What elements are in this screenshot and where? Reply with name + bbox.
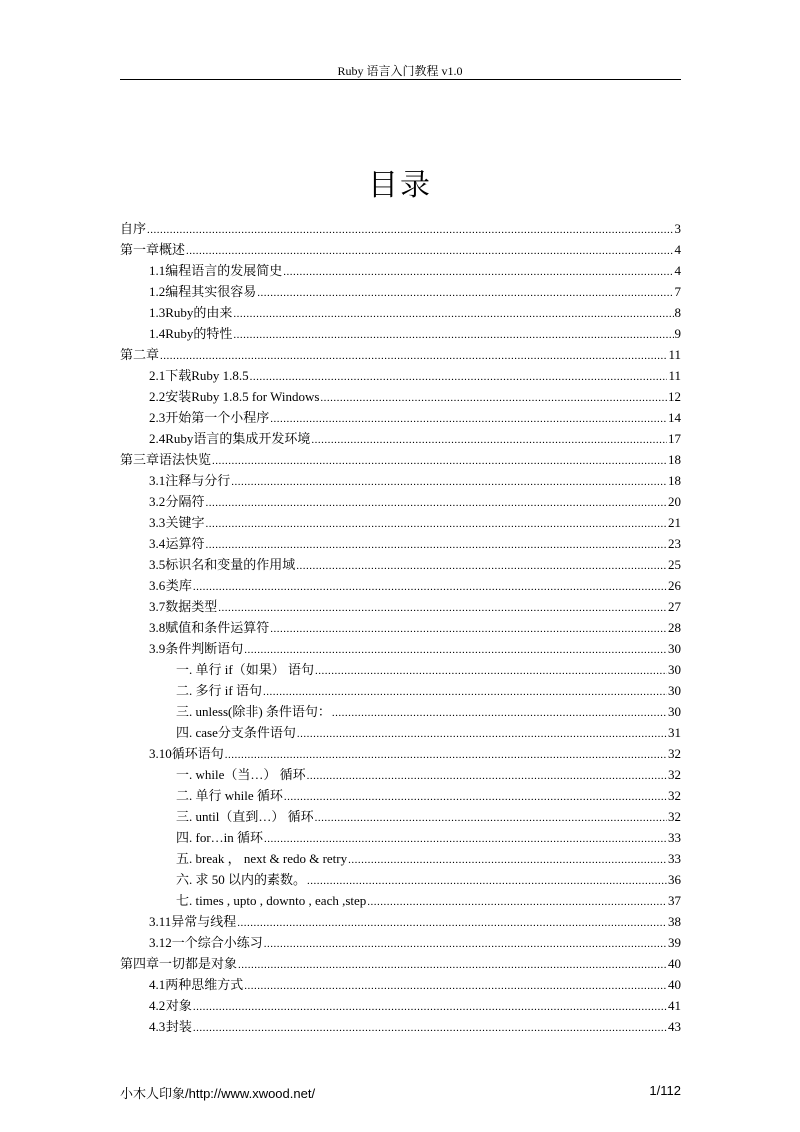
toc-entry-page: 33 bbox=[668, 830, 681, 845]
toc-entry-page: 23 bbox=[668, 536, 681, 551]
toc-entry-number: 第二章 bbox=[120, 347, 160, 362]
toc-entry-title: 二. 单行 while 循环 bbox=[176, 788, 283, 803]
toc-entry-title: 四. case分支条件语句 bbox=[176, 725, 296, 740]
toc-leader-dots bbox=[332, 703, 667, 724]
toc-leader-dots bbox=[264, 934, 667, 955]
toc-entry-page: 14 bbox=[668, 410, 681, 425]
toc-entry-number: 2.3 bbox=[149, 410, 166, 425]
toc-entry-page: 4 bbox=[674, 242, 681, 257]
toc-entry-title: 三. until（直到…） 循环 bbox=[176, 809, 314, 824]
toc-entry-title: 分隔符 bbox=[165, 494, 205, 509]
toc-entry-title: 安装Ruby 1.8.5 for Windows bbox=[165, 389, 320, 404]
toc-entry-title: 编程其实很容易 bbox=[165, 284, 257, 299]
toc-entry-title: 三. unless(除非) 条件语句： bbox=[176, 704, 331, 719]
toc-entry-number: 3.11 bbox=[149, 914, 172, 929]
toc-entry[interactable] bbox=[120, 953, 681, 974]
toc-entry-title: 封装 bbox=[165, 1019, 192, 1034]
toc-leader-dots bbox=[237, 913, 667, 934]
toc-entry-page: 36 bbox=[668, 872, 681, 887]
toc-entry-title: 语法快览 bbox=[159, 452, 212, 467]
toc-leader-dots bbox=[264, 829, 667, 850]
toc-entry[interactable] bbox=[120, 302, 681, 323]
toc-entry-number: 3.10 bbox=[149, 746, 172, 761]
toc-leader-dots bbox=[233, 304, 673, 325]
footer-site: 小木人印象/http://www.xwood.net/ bbox=[120, 1086, 316, 1101]
toc-entry-title: 二. 多行 if 语句 bbox=[176, 683, 262, 698]
toc-entry-number: 4.3 bbox=[149, 1019, 166, 1034]
toc-entry[interactable] bbox=[120, 323, 681, 344]
toc-entry-page: 30 bbox=[668, 704, 681, 719]
toc-entry-title: 条件判断语句 bbox=[165, 641, 244, 656]
toc-entry-number: 3.9 bbox=[149, 641, 166, 656]
toc-entry-number: 第一章 bbox=[120, 242, 160, 257]
toc-leader-dots bbox=[270, 409, 667, 430]
toc-entry-page: 20 bbox=[668, 494, 681, 509]
toc-entry-page: 9 bbox=[674, 326, 681, 341]
toc-entry[interactable] bbox=[120, 806, 681, 827]
toc-entry-number: 4.1 bbox=[149, 977, 166, 992]
toc-leader-dots bbox=[205, 493, 667, 514]
toc-entry[interactable] bbox=[120, 743, 681, 764]
toc-entry-title: 概述 bbox=[159, 242, 186, 257]
toc-leader-dots bbox=[311, 430, 667, 451]
header-rule bbox=[120, 79, 681, 80]
toc-leader-dots bbox=[186, 241, 673, 262]
toc-leader-dots bbox=[307, 871, 667, 892]
toc-entry-number: 3.2 bbox=[149, 494, 166, 509]
toc-leader-dots bbox=[231, 472, 667, 493]
toc-leader-dots bbox=[307, 766, 667, 787]
toc-leader-dots bbox=[315, 661, 667, 682]
toc-entry[interactable] bbox=[120, 491, 681, 512]
page-title: 目录 bbox=[368, 168, 432, 203]
toc-entry[interactable] bbox=[120, 890, 681, 911]
toc-leader-dots bbox=[244, 640, 667, 661]
toc-entry-number: 自序 bbox=[120, 221, 147, 236]
toc-entry-page: 27 bbox=[668, 599, 681, 614]
toc-entry-page: 11 bbox=[668, 368, 681, 383]
toc-leader-dots bbox=[225, 745, 667, 766]
toc-entry-page: 30 bbox=[668, 683, 681, 698]
toc-entry-number: 2.4 bbox=[149, 431, 166, 446]
toc-entry-number: 第四章 bbox=[120, 956, 160, 971]
toc-entry-page: 41 bbox=[668, 998, 681, 1013]
toc-leader-dots bbox=[296, 556, 667, 577]
toc-entry[interactable] bbox=[120, 827, 681, 848]
toc-entry[interactable] bbox=[120, 659, 681, 680]
toc-leader-dots bbox=[348, 850, 667, 871]
toc-leader-dots bbox=[233, 325, 673, 346]
footer-page-number: 1/112 bbox=[649, 1083, 681, 1098]
toc-entry[interactable] bbox=[120, 218, 681, 239]
toc-entry-number: 1.3 bbox=[149, 305, 166, 320]
toc-entry-title: 编程语言的发展简史 bbox=[165, 263, 283, 278]
toc-entry-number: 第三章 bbox=[120, 452, 160, 467]
toc-entry-page: 38 bbox=[668, 914, 681, 929]
toc-entry-number: 3.7 bbox=[149, 599, 166, 614]
toc-entry-title: 两种思维方式 bbox=[165, 977, 244, 992]
toc-entry-page: 8 bbox=[674, 305, 681, 320]
running-header: Ruby 语言入门教程 v1.0 bbox=[337, 64, 463, 78]
toc-entry-page: 32 bbox=[668, 788, 681, 803]
toc-leader-dots bbox=[250, 367, 668, 388]
toc-entry[interactable] bbox=[120, 932, 681, 953]
toc-entry[interactable] bbox=[120, 470, 681, 491]
toc-entry-page: 30 bbox=[668, 662, 681, 677]
toc-entry-title: 异常与线程 bbox=[171, 914, 237, 929]
toc-entry-title: 注释与分行 bbox=[165, 473, 231, 488]
toc-entry[interactable] bbox=[120, 617, 681, 638]
toc-entry-page: 4 bbox=[674, 263, 681, 278]
toc-entry-title: 五. break ， next & redo & retry bbox=[176, 851, 348, 866]
toc-entry-title: 类库 bbox=[165, 578, 192, 593]
toc-entry-title: 一. 单行 if（如果） 语句 bbox=[176, 662, 314, 677]
toc-entry-page: 11 bbox=[668, 347, 681, 362]
toc-entry-number: 1.2 bbox=[149, 284, 166, 299]
toc-entry-number: 3.3 bbox=[149, 515, 166, 530]
toc-entry-title: 运算符 bbox=[165, 536, 205, 551]
toc-leader-dots bbox=[147, 220, 673, 241]
toc-entry-page: 32 bbox=[668, 767, 681, 782]
toc-entry[interactable] bbox=[120, 848, 681, 869]
toc-entry-page: 25 bbox=[668, 557, 681, 572]
toc-entry[interactable] bbox=[120, 974, 681, 995]
toc-entry[interactable] bbox=[120, 911, 681, 932]
toc-leader-dots bbox=[205, 535, 667, 556]
toc-leader-dots bbox=[205, 514, 667, 535]
toc-entry[interactable] bbox=[120, 722, 681, 743]
toc-leader-dots bbox=[238, 955, 667, 976]
toc-leader-dots bbox=[244, 976, 667, 997]
toc-entry-title: 一. while（当…） 循环 bbox=[176, 767, 306, 782]
toc-entry[interactable] bbox=[120, 533, 681, 554]
toc-entry[interactable] bbox=[120, 596, 681, 617]
toc-entry-title: 一切都是对象 bbox=[159, 956, 238, 971]
toc-entry-page: 40 bbox=[668, 977, 681, 992]
toc-leader-dots bbox=[283, 262, 673, 283]
toc-entry-title: 一个综合小练习 bbox=[171, 935, 263, 950]
toc-entry-title: 赋值和条件运算符 bbox=[165, 620, 270, 635]
toc-entry-page: 3 bbox=[674, 221, 681, 236]
toc-entry-page: 32 bbox=[668, 809, 681, 824]
toc-entry-page: 17 bbox=[668, 431, 681, 446]
toc-entry-number: 2.1 bbox=[149, 368, 166, 383]
toc-entry[interactable] bbox=[120, 785, 681, 806]
toc-entry-title: Ruby的由来 bbox=[165, 305, 233, 320]
toc-leader-dots bbox=[193, 1018, 667, 1039]
toc-leader-dots bbox=[263, 682, 667, 703]
toc-entry-page: 21 bbox=[668, 515, 681, 530]
toc-entry-number: 3.5 bbox=[149, 557, 166, 572]
toc-leader-dots bbox=[193, 577, 667, 598]
toc-entry[interactable] bbox=[120, 638, 681, 659]
toc-entry-number: 1.1 bbox=[149, 263, 166, 278]
toc-entry-number: 3.8 bbox=[149, 620, 166, 635]
toc-entry-title: 数据类型 bbox=[165, 599, 218, 614]
toc-entry-number: 2.2 bbox=[149, 389, 166, 404]
toc-leader-dots bbox=[218, 598, 667, 619]
toc-entry-title: 标识名和变量的作用域 bbox=[165, 557, 296, 572]
toc-entry-title: 开始第一个小程序 bbox=[165, 410, 270, 425]
toc-entry[interactable] bbox=[120, 680, 681, 701]
toc-entry-number: 3.12 bbox=[149, 935, 172, 950]
toc-leader-dots bbox=[257, 283, 673, 304]
toc-entry[interactable] bbox=[120, 281, 681, 302]
toc-entry-page: 43 bbox=[668, 1019, 681, 1034]
toc-leader-dots bbox=[212, 451, 667, 472]
toc-entry-number: 3.1 bbox=[149, 473, 166, 488]
toc-entry-page: 26 bbox=[668, 578, 681, 593]
toc-entry[interactable] bbox=[120, 575, 681, 596]
toc-entry[interactable] bbox=[120, 1016, 681, 1037]
toc-entry-title: Ruby的特性 bbox=[165, 326, 233, 341]
toc-entry-title: 四. for…in 循环 bbox=[176, 830, 264, 845]
toc-entry-page: 30 bbox=[668, 641, 681, 656]
table-of-contents bbox=[120, 218, 681, 1037]
toc-entry[interactable] bbox=[120, 701, 681, 722]
toc-entry-title: 对象 bbox=[165, 998, 192, 1013]
toc-entry[interactable] bbox=[120, 386, 681, 407]
toc-leader-dots bbox=[320, 388, 667, 409]
toc-entry-page: 33 bbox=[668, 851, 681, 866]
toc-entry[interactable] bbox=[120, 512, 681, 533]
toc-entry[interactable] bbox=[120, 365, 681, 386]
toc-entry-title: 循环语句 bbox=[171, 746, 224, 761]
toc-leader-dots bbox=[315, 808, 667, 829]
toc-entry-number: 1.4 bbox=[149, 326, 166, 341]
toc-leader-dots bbox=[284, 787, 667, 808]
toc-entry-number: 3.4 bbox=[149, 536, 166, 551]
toc-entry-title: 七. times , upto , downto , each ,step bbox=[176, 893, 367, 908]
toc-entry-page: 40 bbox=[668, 956, 681, 971]
toc-entry[interactable] bbox=[120, 449, 681, 470]
toc-entry[interactable] bbox=[120, 869, 681, 890]
toc-entry[interactable] bbox=[120, 764, 681, 785]
toc-entry-page: 37 bbox=[668, 893, 681, 908]
toc-entry[interactable] bbox=[120, 428, 681, 449]
toc-entry[interactable] bbox=[120, 260, 681, 281]
toc-entry[interactable] bbox=[120, 995, 681, 1016]
toc-leader-dots bbox=[160, 346, 667, 367]
toc-entry-page: 39 bbox=[668, 935, 681, 950]
toc-entry-title: 六. 求 50 以内的素数。 bbox=[176, 872, 307, 887]
toc-entry-page: 32 bbox=[668, 746, 681, 761]
toc-leader-dots bbox=[270, 619, 667, 640]
toc-entry-title: 关键字 bbox=[165, 515, 205, 530]
toc-entry[interactable] bbox=[120, 407, 681, 428]
toc-leader-dots bbox=[297, 724, 667, 745]
toc-entry[interactable] bbox=[120, 239, 681, 260]
toc-entry-page: 18 bbox=[668, 473, 681, 488]
toc-entry-page: 7 bbox=[674, 284, 681, 299]
toc-entry-number: 4.2 bbox=[149, 998, 166, 1013]
toc-entry-page: 31 bbox=[668, 725, 681, 740]
toc-entry[interactable] bbox=[120, 554, 681, 575]
toc-entry-number: 3.6 bbox=[149, 578, 166, 593]
toc-entry-page: 12 bbox=[668, 389, 681, 404]
toc-entry-title: Ruby语言的集成开发环境 bbox=[165, 431, 311, 446]
toc-leader-dots bbox=[367, 892, 667, 913]
toc-leader-dots bbox=[193, 997, 667, 1018]
toc-entry-title: 下载Ruby 1.8.5 bbox=[165, 368, 249, 383]
toc-entry-page: 18 bbox=[668, 452, 681, 467]
toc-entry[interactable] bbox=[120, 344, 681, 365]
toc-entry-page: 28 bbox=[668, 620, 681, 635]
